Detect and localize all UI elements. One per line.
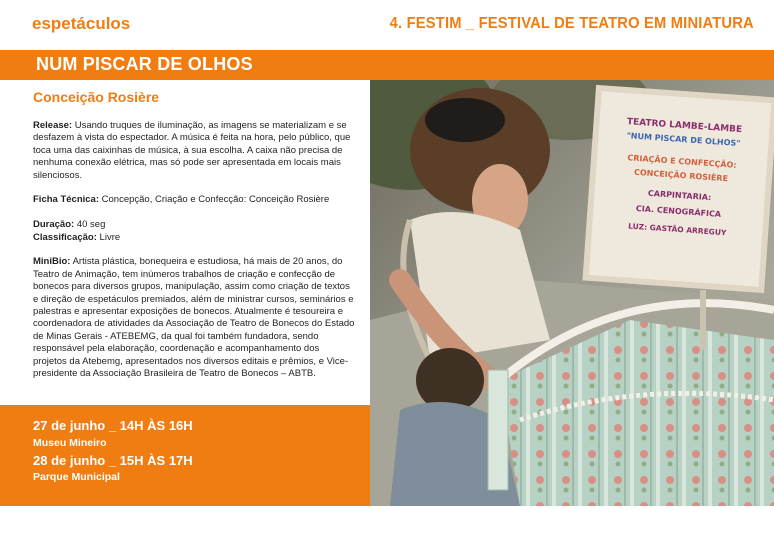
minibio-label: MiniBio: [33,256,71,268]
ficha-paragraph [33,194,355,206]
festival-title: 4. FESTIM _ FESTIVAL DE TEATRO EM MINIATURA [389,15,754,32]
release-label: Release: [33,120,73,131]
description-column [33,120,355,393]
show-title: NUM PISCAR DE OLHOS [36,54,253,74]
sign-line-2: "NUM PISCAR DE OLHOS" [626,131,741,149]
sign-line-1: TEATRO LAMBE-LAMBE [626,117,743,136]
classification-value: Livre [96,231,121,243]
schedule-date-2: 28 de junho _ 15H ÀS 17H [33,453,193,468]
minibio-text: Artista plástica, bonequeira e estudiosa, há mais de 20 anos, do Teatro de Animação, tem inúmeros trabalhos de criação e confecção de bonecos para diversos grupos, manipulação, assim como criação de textos e direção de espetáculos premiados, além de ministrar cursos, seminários e palestras e apresentar exposições de bonecos. Atualmente é tesoureira e coordenadora de atividades da Associação de Teatro de Bonecos do Estado de Minas Gerais - ATEBEMG, da qual foi também fundadora, sendo responsável pela elaboração, coordenação e acompanhamento dos projetos da Atebemg, apresentados nos diversos editais e prêmios, e Vice-presidente da Associação Brasileira de Teatro de Bonecos – ABTB. [33,256,355,380]
schedule-venue-1: Museu Mineiro [33,437,107,449]
sign-line-4: CONCEIÇÃO ROSIÈRE [633,167,729,184]
schedule-venue-2: Parque Municipal [33,471,120,483]
duration-label: Duração: [33,219,75,231]
title-bar [0,50,774,80]
sign-line-7: LUZ: GASTÃO ARREGUY [627,221,727,238]
ficha-text: Concepção, Criação e Confecção: Conceição Rosière [99,194,330,206]
artist-name: Conceição Rosière [33,89,160,105]
minibio-paragraph [33,256,355,380]
ficha-label: Ficha Técnica: [33,194,99,206]
duration-classification [33,219,355,244]
sign-line-6: CIA. CENOGRÁFICA [635,203,722,219]
release-text: Usando truques de iluminação, as imagens se materializam e se desfazem à vista do espectador. A música é feita na hora, pelo público, que toca uma das caixinhas de música, à sua escolha. A caixa não precisa de nenhuma conexão elétrica, mas só pode ser apresentada em locais mais silenciosos. [33,120,351,181]
sign-line-5: CARPINTARIA: [647,188,712,203]
duration-value: 40 seg [74,219,106,231]
performance-photo [370,80,774,506]
sign-line-3: CRIAÇÃO E CONFECÇÃO: [627,153,737,170]
schedule-box [0,405,370,506]
classification-label: Classificação: [33,231,97,243]
release-paragraph [33,120,355,182]
schedule-date-1: 27 de junho _ 14H ÀS 16H [33,418,193,433]
section-label: espetáculos [32,14,131,33]
